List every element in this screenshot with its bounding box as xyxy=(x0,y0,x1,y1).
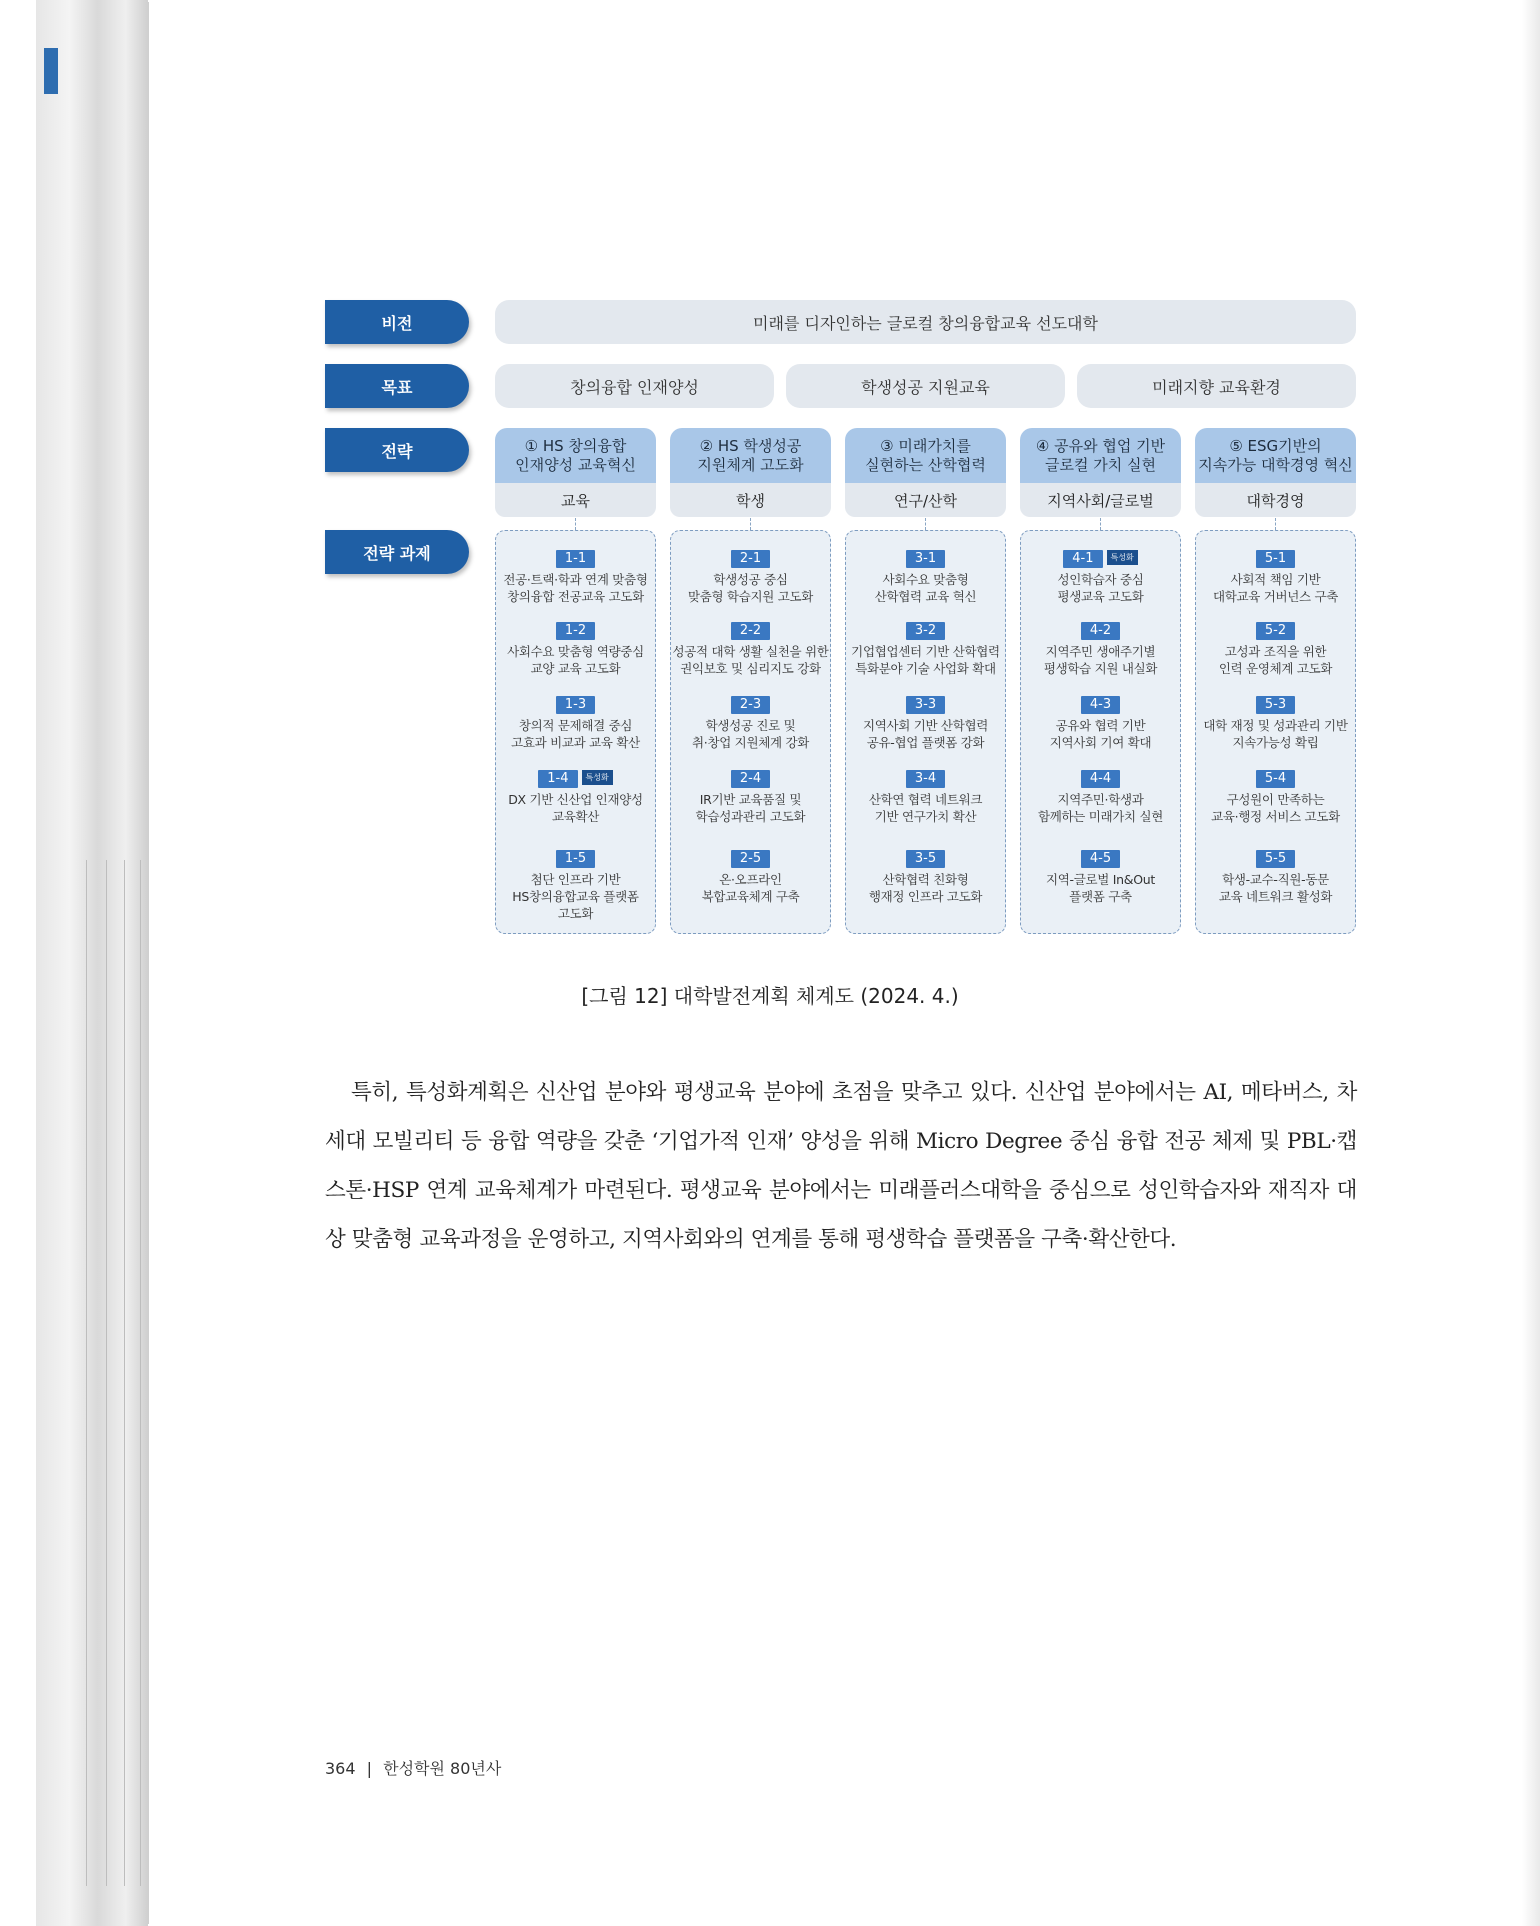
body-paragraph xyxy=(325,1068,1357,1264)
task-code-badge: 1-1 xyxy=(556,550,595,568)
page-shadow xyxy=(1522,0,1540,1926)
task-item xyxy=(1021,547,1180,605)
task-text: 지역주민 생애주기별 평생학습 지원 내실화 xyxy=(1043,644,1158,676)
vision-label: 비전 xyxy=(325,300,469,344)
figure-caption: [그림 12] 대학발전계획 체계도 (2024. 4.) xyxy=(581,984,959,1008)
task-code-badge: 5-2 xyxy=(1256,622,1295,640)
strategy-title: ① HS 창의융합 인재양성 교육혁신 xyxy=(495,428,656,483)
strategy-label: 전략 xyxy=(325,428,469,472)
task-text: 전공·트랙·학과 연계 맞춤형 창의융합 전공교육 고도화 xyxy=(503,572,648,604)
task-text: 지역사회 기반 산학협력 공유-협업 플랫폼 강화 xyxy=(862,718,989,750)
task-code-badge: 1-3 xyxy=(556,696,595,714)
body-text: 특히, 특성화계획은 신산업 분야와 평생교육 분야에 초점을 맞추고 있다. 신산업 분야에서는 AI, 메타버스, 차세대 모빌리티 등 융합 역량을 갖춘 ‘기업가적 인재’ 양성을 위해 Micro Degree 중심 융합 전공 체제 및 PBL·캡스톤·HSP 연계 교육체계가 마련된다. 평생교육 분야에서는 미래플러스대학을 중심으로 성인학습자와 재직자 대상 맞춤형 교육과정을 운영하고, 지역사회와의 연계를 통해 평생학습 플랫폼을 구축·확산한다. xyxy=(325,1080,1357,1252)
task-code-badge: 3-5 xyxy=(906,850,945,868)
task-code-badge: 1-5 xyxy=(556,850,595,868)
task-item xyxy=(496,619,655,677)
connector-line xyxy=(925,518,926,530)
strategy-2 xyxy=(670,428,831,517)
book-page xyxy=(148,2,1540,1924)
task-code-badge: 3-3 xyxy=(906,696,945,714)
book-page-edges xyxy=(36,0,148,1926)
goal-2: 학생성공 지원교육 xyxy=(786,364,1065,408)
task-text: 대학 재정 및 성과관리 기반 지속가능성 확립 xyxy=(1203,718,1348,750)
task-text: 사회수요 맞춤형 산학협력 교육 혁신 xyxy=(874,572,977,604)
goal-1: 창의융합 인재양성 xyxy=(495,364,774,408)
task-item xyxy=(846,547,1005,605)
task-code-badge: 5-5 xyxy=(1256,850,1295,868)
task-item xyxy=(496,547,655,605)
strategy-title: ⑤ ESG기반의 지속가능 대학경영 혁신 xyxy=(1195,428,1356,483)
strategy-5 xyxy=(1195,428,1356,517)
task-text: 사회적 책임 기반 대학교육 거버넌스 구축 xyxy=(1212,572,1339,604)
task-column-2 xyxy=(670,530,831,934)
task-item xyxy=(496,693,655,751)
task-code-badge: 5-4 xyxy=(1256,770,1295,788)
task-text: 산학연 협력 네트워크 기반 연구가치 확산 xyxy=(868,792,983,824)
strategy-area: 연구/산학 xyxy=(845,483,1006,517)
task-item xyxy=(671,547,830,605)
task-item xyxy=(496,847,655,922)
task-text: 성공적 대학 생활 실천을 위한 권익보호 및 심리지도 강화 xyxy=(672,644,829,676)
task-item xyxy=(1196,767,1355,825)
connector-line xyxy=(750,518,751,530)
task-code-badge: 3-4 xyxy=(906,770,945,788)
task-text: 사회수요 맞춤형 역량중심 교양 교육 고도화 xyxy=(507,644,644,676)
task-item xyxy=(1196,547,1355,605)
task-item xyxy=(1196,619,1355,677)
task-item xyxy=(846,767,1005,825)
task-code-badge: 2-3 xyxy=(731,696,770,714)
strategy-title: ② HS 학생성공 지원체계 고도화 xyxy=(670,428,831,483)
footer-separator: | xyxy=(366,1759,373,1778)
page-edge-line xyxy=(86,860,87,1886)
strategy-title: ③ 미래가치를 실현하는 산학협력 xyxy=(845,428,1006,483)
feature-badge: 특성화 xyxy=(1107,550,1138,565)
task-item xyxy=(496,767,655,825)
task-text: 학생성공 중심 맞춤형 학습지원 고도화 xyxy=(687,572,814,604)
task-code-badge: 2-2 xyxy=(731,622,770,640)
task-text: 성인학습자 중심 평생교육 고도화 xyxy=(1057,572,1144,604)
task-code-badge: 5-3 xyxy=(1256,696,1295,714)
task-text: 지역-글로벌 In&Out 플랫폼 구축 xyxy=(1046,872,1155,904)
task-code-badge: 4-3 xyxy=(1081,696,1120,714)
strategic-tasks-label: 전략 과제 xyxy=(325,530,469,574)
task-code-badge: 4-4 xyxy=(1081,770,1120,788)
page-footer xyxy=(325,1756,501,1779)
bookmark-tab xyxy=(44,48,58,94)
task-text: 고성과 조직을 위한 인력 운영체계 고도화 xyxy=(1218,644,1333,676)
task-text: 지역주민·학생과 함께하는 미래가치 실현 xyxy=(1037,792,1164,824)
vision-text: 미래를 디자인하는 글로컬 창의융합교육 선도대학 xyxy=(495,300,1356,344)
task-text: 온·오프라인 복합교육체계 구축 xyxy=(701,872,800,904)
task-code-badge: 2-1 xyxy=(731,550,770,568)
book-title: 한성학원 80년사 xyxy=(383,1759,502,1778)
task-item xyxy=(1021,847,1180,905)
task-item xyxy=(1021,619,1180,677)
goal-label: 목표 xyxy=(325,364,469,408)
strategy-4 xyxy=(1020,428,1181,517)
strategy-1 xyxy=(495,428,656,517)
task-column-4 xyxy=(1020,530,1181,934)
connector-line xyxy=(575,518,576,530)
task-code-badge: 4-5 xyxy=(1081,850,1120,868)
feature-badge: 특성화 xyxy=(582,770,613,785)
task-code-badge: 4-2 xyxy=(1081,622,1120,640)
task-column-3 xyxy=(845,530,1006,934)
task-code-badge: 5-1 xyxy=(1256,550,1295,568)
task-text: 공유와 협력 기반 지역사회 기여 확대 xyxy=(1049,718,1152,750)
strategy-title: ④ 공유와 협업 기반 글로컬 가치 실현 xyxy=(1020,428,1181,483)
task-text: IR기반 교육품질 및 학습성과관리 고도화 xyxy=(695,792,806,824)
task-item xyxy=(1021,693,1180,751)
page-edge-line xyxy=(124,860,125,1886)
task-text: DX 기반 신산업 인재양성 교육확산 xyxy=(508,792,643,824)
task-text: 산학협력 친화형 행재정 인프라 고도화 xyxy=(868,872,983,904)
task-item xyxy=(671,693,830,751)
task-text: 학생-교수-직원-동문 교육 네트워크 활성화 xyxy=(1218,872,1333,904)
task-item xyxy=(1196,847,1355,905)
task-item xyxy=(846,693,1005,751)
strategy-3 xyxy=(845,428,1006,517)
task-code-badge: 3-2 xyxy=(906,622,945,640)
task-code-badge: 2-5 xyxy=(731,850,770,868)
task-item xyxy=(1196,693,1355,751)
task-item xyxy=(671,619,830,677)
strategy-area: 대학경영 xyxy=(1195,483,1356,517)
task-column-1 xyxy=(495,530,656,934)
task-item xyxy=(846,619,1005,677)
connector-line xyxy=(1100,518,1101,530)
task-text: 구성원이 만족하는 교육·행정 서비스 고도화 xyxy=(1211,792,1340,824)
page-edge-line xyxy=(140,860,141,1886)
page-edge-line xyxy=(106,860,107,1886)
task-text: 기업협업센터 기반 산학협력 특화분야 기술 사업화 확대 xyxy=(851,644,1000,676)
task-item xyxy=(1021,767,1180,825)
task-code-badge: 3-1 xyxy=(906,550,945,568)
goal-3: 미래지향 교육환경 xyxy=(1077,364,1356,408)
task-text: 학생성공 진로 및 취·창업 지원체계 강화 xyxy=(692,718,809,750)
connector-line xyxy=(1275,518,1276,530)
page-number: 364 xyxy=(325,1759,356,1778)
task-text: 첨단 인프라 기반 HS창의융합교육 플랫폼 고도화 xyxy=(512,872,639,921)
task-text: 창의적 문제해결 중심 고효과 비교과 교육 확산 xyxy=(511,718,640,750)
task-item xyxy=(846,847,1005,905)
strategy-area: 학생 xyxy=(670,483,831,517)
strategy-area: 지역사회/글로벌 xyxy=(1020,483,1181,517)
task-column-5 xyxy=(1195,530,1356,934)
task-item xyxy=(671,847,830,905)
task-code-badge: 4-1 xyxy=(1063,550,1102,568)
task-code-badge: 1-2 xyxy=(556,622,595,640)
strategy-area: 교육 xyxy=(495,483,656,517)
task-item xyxy=(671,767,830,825)
task-code-badge: 1-4 xyxy=(538,770,577,788)
task-code-badge: 2-4 xyxy=(731,770,770,788)
